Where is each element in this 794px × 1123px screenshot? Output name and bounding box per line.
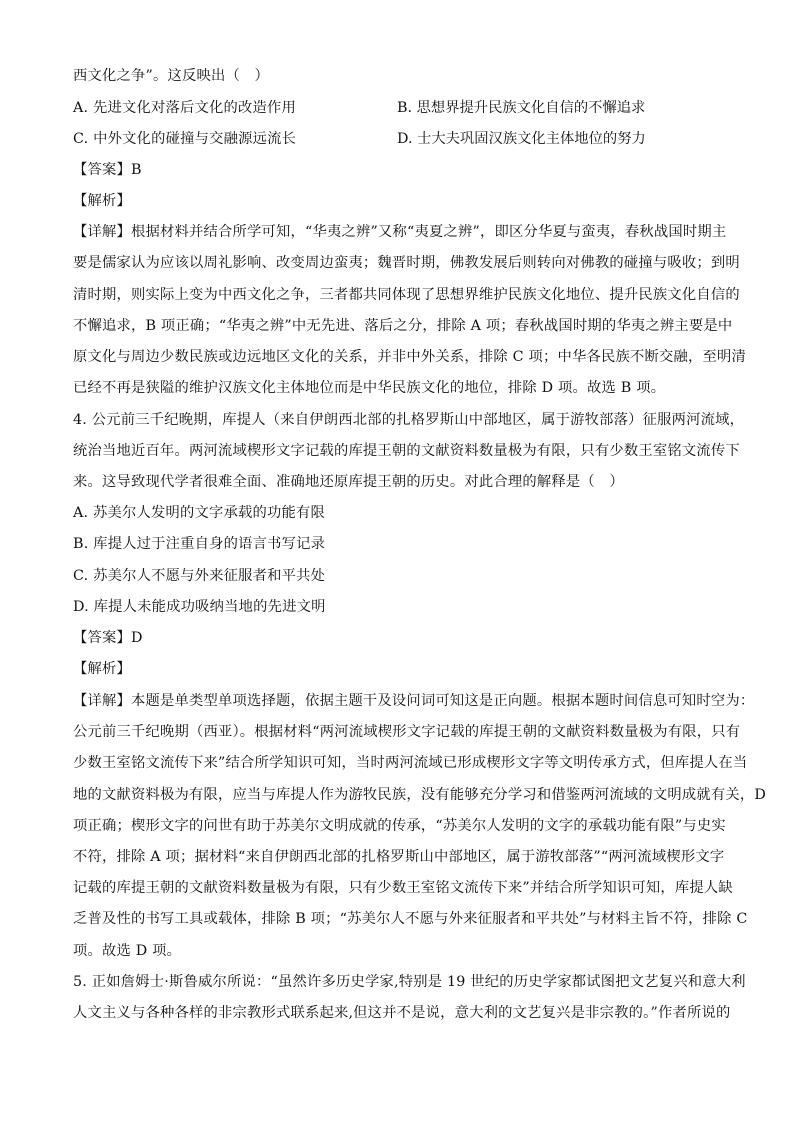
q3-detail-line: 要是儒家认为应该以周礼影响、改变周边蛮夷；魏晋时期，佛教发展后则转向对佛教的碰撞与吸收；到明 xyxy=(73,255,740,271)
q4-analysis-label: 【解析】 xyxy=(73,661,131,677)
q4-detail-line: 记载的库提王朝的文献资料数量极为有限，只有少数王室铭文流传下来”并结合所学知识可知，库提人缺 xyxy=(73,880,733,896)
q4-option-b: B. 库提人过于注重自身的语言书写记录 xyxy=(73,536,326,552)
q3-detail-line: 原文化与周边少数民族或边远地区文化的关系，并非中外关系，排除 C 项；中华各民族不断交融，至明清 xyxy=(73,349,746,365)
q3-option-b: B. 思想界提升民族文化自信的不懈追求 xyxy=(397,100,646,116)
q3-analysis-label: 【解析】 xyxy=(73,193,131,209)
q3-detail-line: 已经不再是狭隘的维护汉族文化主体地位而是中华民族文化的地位，排除 D 项。故选 B 项。 xyxy=(73,380,666,396)
q4-detail-line: 项正确；楔形文字的问世有助于苏美尔文明成就的传承，“苏美尔人发明的文字的承载功能有限”与史实 xyxy=(73,818,726,834)
q5-stem-line: 人文主义与各种各样的非宗教形式联系起来,但这并不是说，意大利的文艺复兴是非宗教的。”作者所说的 xyxy=(73,1005,731,1021)
q4-detail-line: 乏普及性的书写工具或载体，排除 B 项；“苏美尔人不愿与外来征服者和平共处”与材料主旨不符，排除 C xyxy=(73,911,748,927)
q4-stem-line: 4. 公元前三千纪晚期，库提人（来自伊朗西北部的扎格罗斯山中部地区，属于游牧部落）征服两河流域， xyxy=(73,412,745,428)
q3-option-a: A. 先进文化对落后文化的改造作用 xyxy=(73,100,296,116)
q4-detail-line: 少数王室铭文流传下来”结合所学知识可知，当时两河流域已形成楔形文字等文明传承方式，但库提人在当 xyxy=(73,755,748,771)
q4-option-c: C. 苏美尔人不愿与外来征服者和平共处 xyxy=(73,568,326,584)
q4-stem-line: 来。这导致现代学者很难全面、准确地还原库提王朝的历史。对此合理的解释是（ ） xyxy=(73,474,624,490)
q4-detail-line: 不符，排除 A 项；据材料“来自伊朗西北部的扎格罗斯山中部地区，属于游牧部落”“两河流域楔形文字 xyxy=(73,849,725,865)
q3-detail-line: 【详解】根据材料并结合所学可知，“华夷之辨”又称“夷夏之辨”，即区分华夏与蛮夷，春秋战国时期主 xyxy=(73,224,727,240)
q4-detail-line: 公元前三千纪晚期（西亚）。根据材料“两河流域楔形文字记载的库提王朝的文献资料数量极为有限，只有 xyxy=(73,724,741,740)
q4-answer: 【答案】D xyxy=(73,630,143,646)
q4-option-a: A. 苏美尔人发明的文字承载的功能有限 xyxy=(73,505,325,521)
q3-option-d: D. 士大夫巩固汉族文化主体地位的努力 xyxy=(397,131,646,147)
q4-detail-line: 【详解】本题是单类型单项选择题，依据主题干及设问词可知这是正向题。根据本题时间信息可知时空为： xyxy=(73,693,755,709)
q4-detail-line: 项。故选 D 项。 xyxy=(73,943,182,959)
q3-stem-end: 西文化之争”。这反映出（ ） xyxy=(73,68,269,84)
q3-detail-line: 不懈追求，B 项正确；“华夷之辨”中无先进、落后之分，排除 A 项；春秋战国时期的华夷之辨主要是中 xyxy=(73,318,733,334)
q5-stem-line: 5. 正如詹姆士·斯鲁威尔所说：“虽然许多历史学家,特别是 19 世纪的历史学家都试图把文艺复兴和意大利 xyxy=(73,974,746,990)
q3-detail-line: 清时期，则实际上变为中西文化之争，三者都共同体现了思想界维护民族文化地位、提升民族文化自信的 xyxy=(73,287,740,303)
q3-option-c: C. 中外文化的碰撞与交融源远流长 xyxy=(73,131,297,147)
q4-detail-line: 地的文献资料极为有限，应当与库提人作为游牧民族，没有能够充分学习和借鉴两河流域的文明成就有关，D xyxy=(73,787,767,803)
q3-answer: 【答案】B xyxy=(73,162,142,178)
q4-stem-line: 统治当地近百年。两河流域楔形文字记载的库提王朝的文献资料数量极为有限，只有少数王室铭文流传下 xyxy=(73,443,740,459)
q4-option-d: D. 库提人未能成功吸纳当地的先进文明 xyxy=(73,599,326,615)
